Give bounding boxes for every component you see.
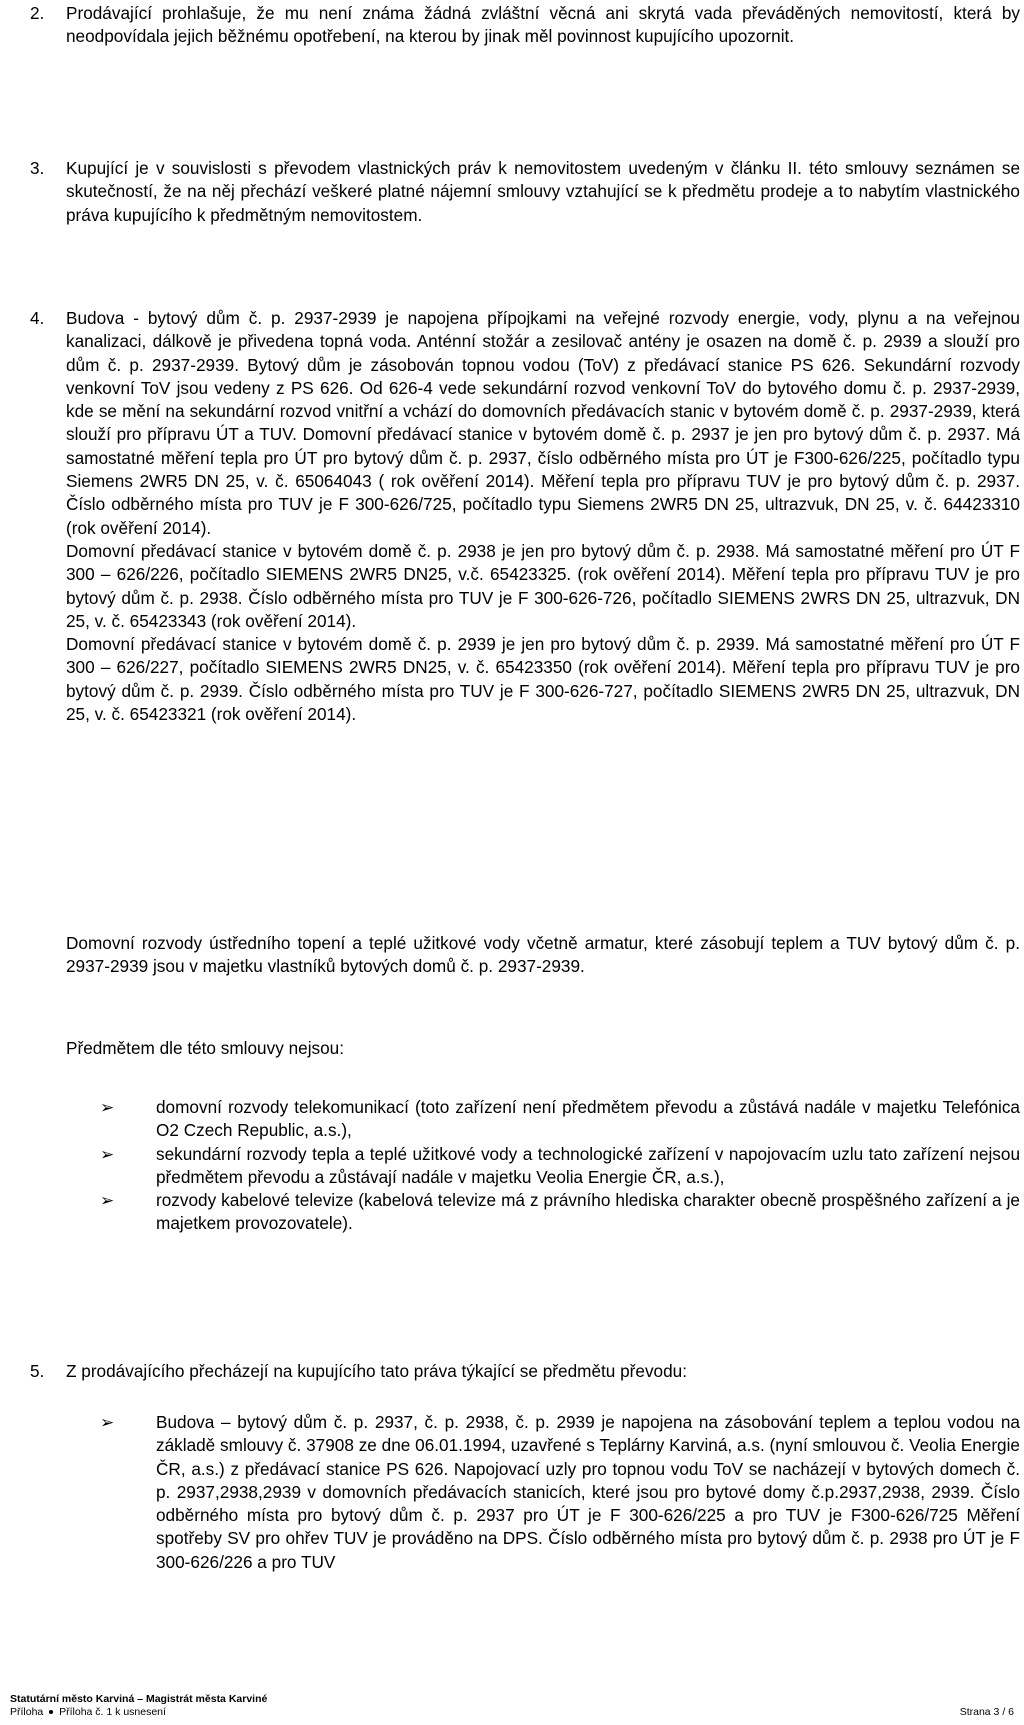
section-paragraph: Domovní předávací stanice v bytovém domě č. p. 2939 je jen pro bytový dům č. p. 2939. Má samostatné měření pro ÚT F 300 – 626/227, počítadlo SIEMENS 2WR5 DN25, v. č. 65423350 (rok ověření 2014). Měření tepla pro přípravu TUV je pro bytový dům č. p. 2939. Číslo odběrného místa pro TUV je F 300-626-727, počítadlo SIEMENS 2WR5 DN 25, ultrazvuk, DN 25, v. č. 65423321 (rok ověření 2014). — [66, 634, 1020, 725]
list-item-text: rozvody kabelové televize (kabelová televize má z právního hlediska charakter obecně prospěšného zařízení a je majetkem provozovatele). — [156, 1190, 1020, 1234]
section-paragraph: Domovní rozvody ústředního topení a teplé užitkové vody včetně armatur, které zásobují teplem a TUV bytový dům č. p. 2937-2939 jsou v majetku vlastníků bytových domů č. p. 2937-2939. — [66, 933, 1020, 977]
list-item — [100, 1143, 1020, 1190]
page-footer — [10, 1693, 1014, 1719]
list-item-text: domovní rozvody telekomunikací (toto zařízení není předmětem převodu a zůstává nadále v majetku Telefónica O2 Czech Republic, a.s.), — [156, 1097, 1020, 1141]
section-4 — [30, 307, 1020, 726]
section-number: 4. — [30, 308, 45, 328]
list-item-text: sekundární rozvody tepla a teplé užitkové vody a technologické zařízení v napojovacím uzlu tato zařízení nejsou předmětem převodu a zůstávají nadále v majetku Veolia Energie ČR, a.s.), — [156, 1143, 1020, 1187]
arrow-bullet-icon: ➢ — [100, 1190, 115, 1211]
section-3 — [30, 157, 1020, 227]
section-paragraph: Budova - bytový dům č. p. 2937-2939 je napojena přípojkami na veřejné rozvody energie, vody, plynu a na veřejnou kanalizaci, dálkově je přivedena topná voda. Anténní stožár a zesilovač antény je osazen na domě č. p. 2939 a slouží pro dům č. p. 2937-2939. Bytový dům je zásobován topnou vodou (ToV) z předávací stanice PS 626. Sekundární rozvody venkovní ToV jsou vedeny z PS 626. Od 626-4 vede sekundární rozvod venkovní ToV do bytového domu č. p. 2937-2939, kde se mění na sekundární rozvod vnitřní a vchází do domovních předávacích stanic v bytovém domě č. p. 2937-2939, která slouží pro přípravu ÚT a TUV. Domovní předávací stanice v bytovém domě č. p. 2937 je jen pro bytový dům č. p. 2937. Má samostatné měření tepla pro ÚT pro bytový dům č. p. 2937, číslo odběrného místa pro ÚT je F300-626/225, počítadlo typu Siemens 2WR5 DN 25, v. č. 65064043 ( rok ověření 2014). Měření tepla pro přípravu TUV je pro bytový dům č. p. 2937. Číslo odběrného místa pro TUV je F 300-626/725, počítadlo typu Siemens 2WR5 DN 25, ultrazvuk, DN 25, v. č. 64423310 (rok ověření 2014). — [66, 308, 1020, 538]
footer-attachment: Příloha — [10, 1706, 44, 1718]
section-2 — [30, 2, 1020, 49]
section-paragraph: Předmětem dle této smlouvy nejsou: — [66, 1038, 344, 1058]
list-item-text: Budova – bytový dům č. p. 2937, č. p. 2938, č. p. 2939 je napojena na zásobování teplem a teplou vodou na základě smlouvy č. 37908 ze dne 06.01.1994, uzavřené s Teplárny Karviná, a.s. (nyní smlouvou č. Veolia Energie ČR, a.s.) z předávací stanice PS 626. Napojovací uzly pro topnou vodu ToV se nacházejí v bytových domech č. p. 2937,2938,2939 v domovních předávacích stanicích, které jsou pro bytové domy č.p.2937,2938, 2939. Číslo odběrného místa pro bytový dům č. p. 2937 pro ÚT je F 300-626/225 a pro TUV je F300-626/725 Měření spotřeby SV pro ohřev TUV je prováděno na DPS. Číslo odběrného místa pro bytový dům č. p. 2938 pro ÚT je F 300-626/226 a pro TUV — [156, 1412, 1020, 1572]
section-5 — [30, 1360, 1020, 1383]
section-4-ownership — [30, 932, 1020, 979]
section-number: 2. — [30, 3, 45, 23]
list-item — [100, 1411, 1020, 1574]
arrow-bullet-icon: ➢ — [100, 1412, 115, 1432]
arrow-bullet-icon: ➢ — [100, 1143, 115, 1164]
exclusions-list — [100, 1096, 1020, 1236]
section-number: 3. — [30, 158, 45, 178]
section-4-exclusions-heading — [30, 1037, 1020, 1060]
rights-list — [100, 1411, 1020, 1574]
section-number: 5. — [30, 1361, 45, 1381]
page-number: Strana 3 / 6 — [959, 1706, 1014, 1718]
section-text: Prodávající prohlašuje, že mu není známa žádná zvláštní věcná ani skrytá vada převáděných nemovitostí, která by neodpovídala jejich běžnému opotřebení, na kterou by jinak měl povinnost kupujícího upozornit. — [66, 3, 1020, 47]
section-text: Kupující je v souvislosti s převodem vlastnických práv k nemovitostem uvedeným v článku II. této smlouvy seznámen se skutečností, že na něj přechází veškeré platné nájemní smlouvy vztahující se k předmětu prodeje a to nabytím vlastnického práva kupujícího k předmětným nemovitostem. — [66, 158, 1020, 225]
section-text: Z prodávajícího přecházejí na kupujícího tato práva týkající se předmětu převodu: — [66, 1361, 688, 1381]
footer-attachment-ref: Příloha č. 1 k usnesení — [59, 1706, 166, 1718]
dot-separator-icon — [49, 1710, 53, 1714]
list-item — [100, 1189, 1020, 1236]
list-item — [100, 1096, 1020, 1143]
section-paragraph: Domovní předávací stanice v bytovém domě č. p. 2938 je jen pro bytový dům č. p. 2938. Má samostatné měření pro ÚT F 300 – 626/226, počítadlo SIEMENS 2WR5 DN25, v.č. 65423325. (rok ověření 2014). Měření tepla pro přípravu TUV je pro bytový dům č. p. 2938. Číslo odběrného místa pro TUV je F 300-626-726, počítadlo SIEMENS 2WRS DN 25, ultrazvuk, DN 25, v. č. 65423343 (rok ověření 2014). — [66, 540, 1020, 631]
footer-organization: Statutární město Karviná – Magistrát města Karviné — [10, 1693, 268, 1705]
arrow-bullet-icon: ➢ — [100, 1097, 115, 1117]
